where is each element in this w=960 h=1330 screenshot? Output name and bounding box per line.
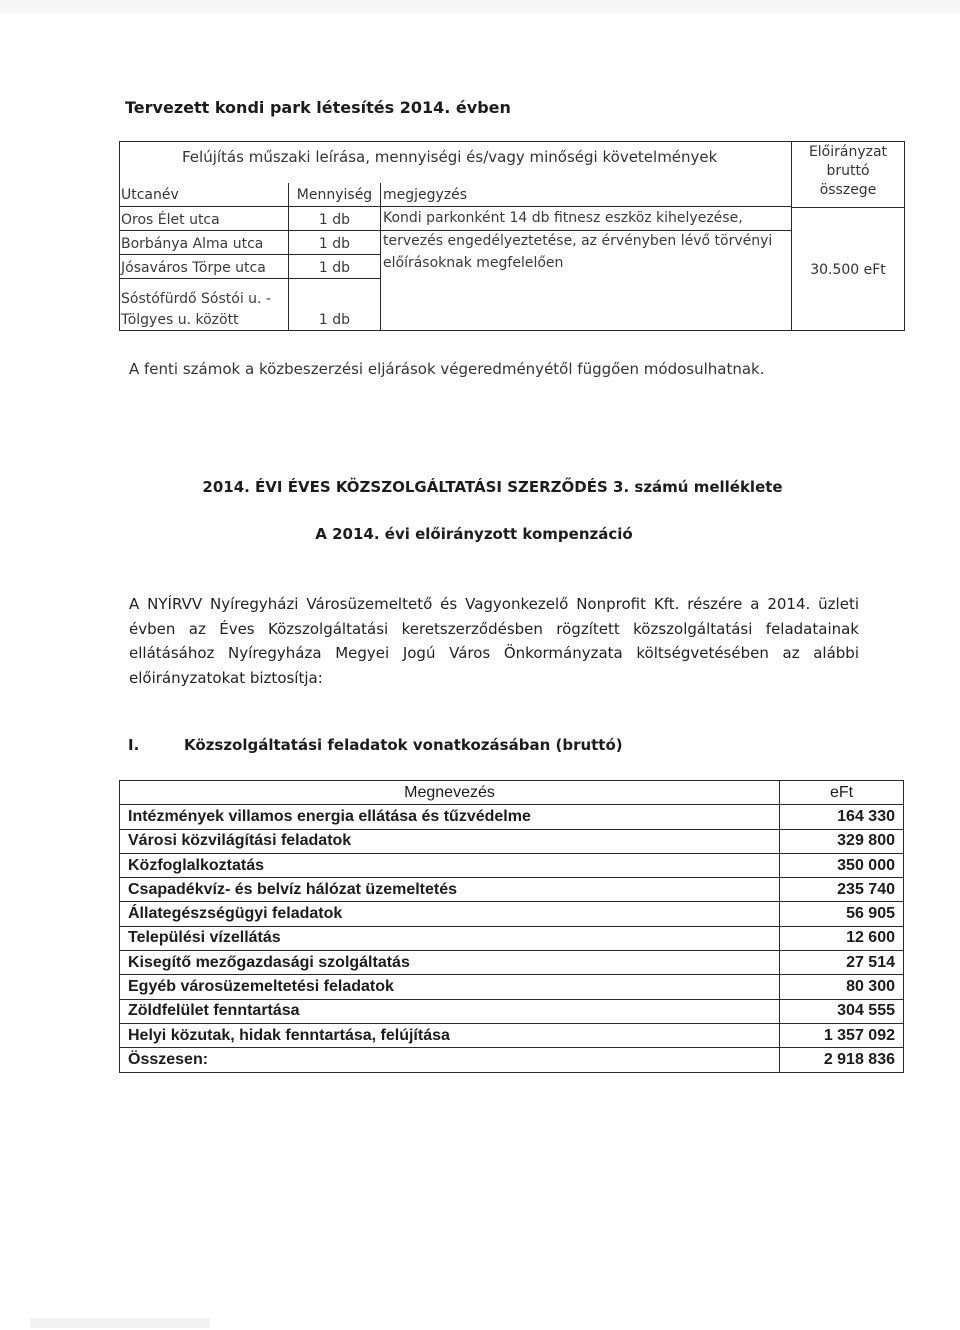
compensation-table xyxy=(119,780,904,1073)
page-title: Tervezett kondi park létesítés 2014. évben xyxy=(125,98,511,117)
row-value: 27 514 xyxy=(780,951,904,975)
header-value-cell: eFt xyxy=(780,781,904,805)
budget-value: 30.500 eFt xyxy=(810,262,886,278)
table-header-row xyxy=(120,781,904,805)
row-name: Városi közvilágítási feladatok xyxy=(120,829,780,853)
contract-heading: 2014. ÉVI ÉVES KÖZSZOLGÁLTATÁSI SZERZŐDÉS 3. számú melléklete xyxy=(202,478,783,496)
row-value: 304 555 xyxy=(780,999,904,1023)
total-value: 2 918 836 xyxy=(780,1048,904,1072)
row-name: Egyéb városüzemeltetési feladatok xyxy=(120,975,780,999)
col-header-street: Utcanév xyxy=(121,187,179,203)
street-cell-line1: Sóstófürdő Sóstói u. - xyxy=(121,291,271,307)
table-row xyxy=(120,999,904,1023)
row-name: Zöldfelület fenntartása xyxy=(120,999,780,1023)
intro-paragraph: A NYÍRVV Nyíregyházi Városüzemeltető és Vagyonkezelő Nonprofit Kft. részére a 2014. üzleti évben az Éves Közszolgáltatási keretszerződésben rögzített közszolgáltatási feladatainak ellátásához Nyíregyháza Megyei Jogú Város Önkormányzata költségvetésében az alábbi előirányzatokat biztosítja: xyxy=(129,595,859,687)
table-row xyxy=(120,878,904,902)
table-row xyxy=(120,1023,904,1047)
row-name: Közfoglalkoztatás xyxy=(120,853,780,877)
section-title: Közszolgáltatási feladatok vonatkozásában (bruttó) xyxy=(184,736,623,754)
table-row xyxy=(120,926,904,950)
row-value: 235 740 xyxy=(780,878,904,902)
table-row xyxy=(120,829,904,853)
row-name: Csapadékvíz- és belvíz hálózat üzemeltetés xyxy=(120,878,780,902)
row-value: 329 800 xyxy=(780,829,904,853)
col-header-note: megjegyzés xyxy=(383,187,468,203)
qty-cell: 1 db xyxy=(318,312,351,328)
table-row xyxy=(120,902,904,926)
row-name: Települési vízellátás xyxy=(120,926,780,950)
row-name: Kisegítő mezőgazdasági szolgáltatás xyxy=(120,951,780,975)
total-label: Összesen: xyxy=(120,1048,780,1072)
street-cell-line2: Tölgyes u. között xyxy=(121,312,239,328)
qty-cell: 1 db xyxy=(318,236,351,252)
row-value: 80 300 xyxy=(780,975,904,999)
street-cell: Oros Élet utca xyxy=(121,212,220,228)
table-total-row xyxy=(120,1048,904,1072)
row-name: Állategészségügyi feladatok xyxy=(120,902,780,926)
header-name-cell: Megnevezés xyxy=(120,781,780,805)
kondi-park-table xyxy=(119,141,905,331)
row-value: 1 357 092 xyxy=(780,1023,904,1047)
budget-header xyxy=(791,143,905,200)
table1-header-span: Felújítás műszaki leírása, mennyiségi és/vagy minőségi követelmények xyxy=(182,148,718,166)
row-value: 56 905 xyxy=(780,902,904,926)
row-value: 164 330 xyxy=(780,805,904,829)
budget-header-line: Előirányzat xyxy=(808,144,888,160)
table-row xyxy=(120,805,904,829)
section-number: I. xyxy=(128,736,140,754)
street-cell: Jósaváros Törpe utca xyxy=(121,260,266,276)
row-value: 350 000 xyxy=(780,853,904,877)
table-row xyxy=(120,975,904,999)
note-line: Kondi parkonként 14 db fitnesz eszköz kihelyezése, xyxy=(383,210,743,226)
table-row xyxy=(120,951,904,975)
compensation-heading: A 2014. évi előirányzott kompenzáció xyxy=(315,525,633,543)
col-header-qty: Mennyiség xyxy=(296,187,373,203)
row-name: Helyi közutak, hidak fenntartása, felújítása xyxy=(120,1023,780,1047)
note-text: A fenti számok a közbeszerzési eljárások végeredményétől függően módosulhatnak. xyxy=(129,360,765,378)
note-line: előírásoknak megfelelően xyxy=(383,255,564,271)
row-value: 12 600 xyxy=(780,926,904,950)
street-cell: Borbánya Alma utca xyxy=(121,236,264,252)
note-line: tervezés engedélyeztetése, az érvényben lévő törvényi xyxy=(383,233,773,249)
budget-header-line: összege xyxy=(819,182,877,198)
budget-header-line: bruttó xyxy=(826,163,870,179)
qty-cell: 1 db xyxy=(318,212,351,228)
row-name: Intézmények villamos energia ellátása és tűzvédelme xyxy=(120,805,780,829)
qty-cell: 1 db xyxy=(318,260,351,276)
table-row xyxy=(120,853,904,877)
